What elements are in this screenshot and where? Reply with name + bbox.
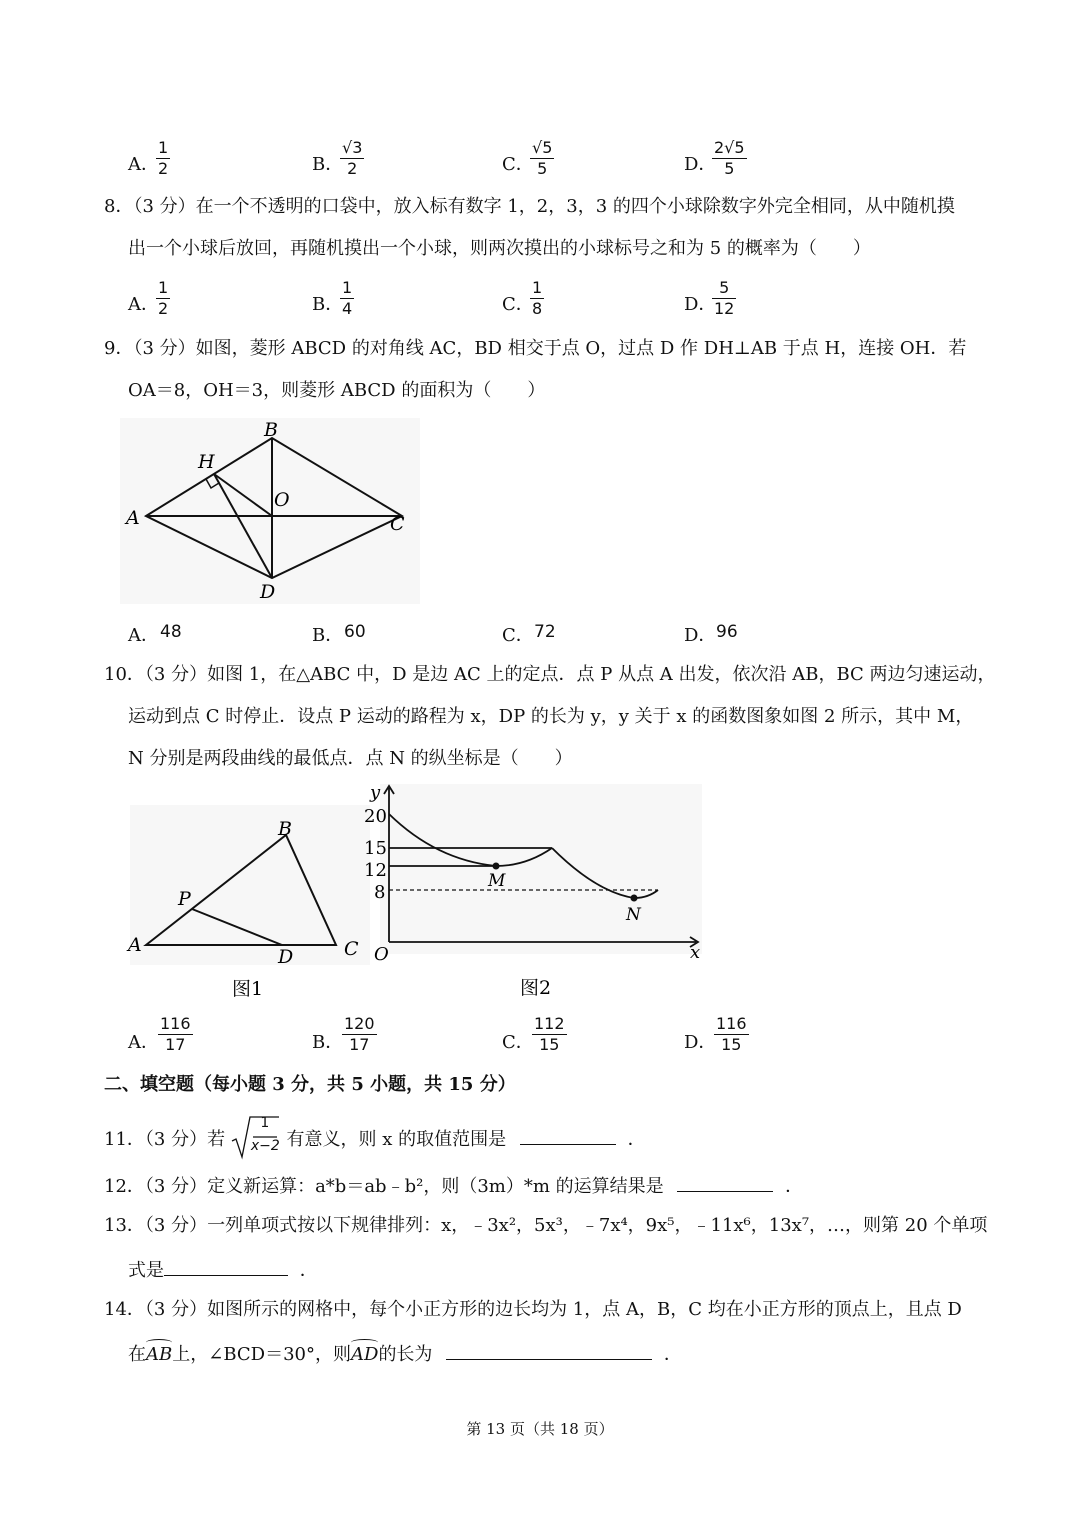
numerator: 1 bbox=[532, 278, 543, 297]
option-label: C． bbox=[502, 625, 534, 646]
figure-background bbox=[380, 784, 702, 954]
q13-line2 bbox=[128, 1257, 318, 1282]
q14-answer-blank[interactable] bbox=[446, 1341, 652, 1360]
denominator: 15 bbox=[714, 1034, 749, 1055]
arc-ab-label: AB bbox=[146, 1344, 173, 1365]
q14-text-c: 的长为 bbox=[378, 1344, 433, 1365]
label-n: N bbox=[626, 905, 641, 925]
label-b: B bbox=[264, 419, 278, 441]
denominator: 5 bbox=[530, 158, 554, 179]
fraction bbox=[342, 1014, 377, 1055]
q14-line2 bbox=[128, 1341, 682, 1366]
label-o: O bbox=[274, 489, 290, 511]
fraction bbox=[712, 138, 747, 179]
option-label: A． bbox=[128, 1032, 159, 1053]
q11-suffix: 有意义，则 x 的取值范围是 bbox=[286, 1129, 507, 1150]
option-label: C． bbox=[502, 294, 534, 315]
q9-option-a bbox=[128, 621, 182, 647]
tick-label-20: 20 bbox=[364, 806, 387, 827]
x-axis-label: x bbox=[690, 942, 701, 963]
q8-stem-line2: 出一个小球后放回，再随机摸出一个小球，则两次摸出的小球标号之和为 5 的概率为（ ） bbox=[128, 238, 871, 259]
label-d: D bbox=[260, 581, 276, 603]
denominator: 15 bbox=[532, 1034, 567, 1055]
y-axis-label: y bbox=[370, 782, 381, 803]
denominator: 5 bbox=[712, 158, 747, 179]
numerator: 120 bbox=[344, 1014, 375, 1033]
label-d: D bbox=[278, 946, 294, 968]
arc-ab bbox=[146, 1344, 172, 1366]
label-c: C bbox=[390, 513, 405, 535]
numerator: 5 bbox=[719, 278, 730, 297]
label-a: A bbox=[126, 507, 140, 529]
origin-label: O bbox=[374, 944, 389, 965]
denominator: 17 bbox=[342, 1034, 377, 1055]
option-value: 48 bbox=[160, 622, 182, 642]
fraction bbox=[340, 138, 364, 179]
label-a: A bbox=[128, 934, 142, 956]
q13-end: ． bbox=[299, 1260, 318, 1281]
numerator: 1 bbox=[158, 278, 169, 297]
fraction bbox=[158, 1014, 193, 1055]
q9-stem-line2: OA＝8，OH＝3，则菱形 ABCD 的面积为（ ） bbox=[128, 380, 546, 401]
q9-option-b bbox=[312, 621, 366, 647]
q9-option-d bbox=[684, 621, 738, 647]
label-p: P bbox=[178, 888, 191, 910]
q11-radical bbox=[231, 1115, 281, 1154]
q10-figure-1 bbox=[120, 805, 380, 1005]
label-h: H bbox=[198, 451, 215, 473]
option-label: D． bbox=[684, 1032, 717, 1053]
tick-label-15: 15 bbox=[364, 838, 387, 859]
option-label: A． bbox=[128, 154, 159, 175]
numerator: 116 bbox=[160, 1014, 191, 1033]
fraction bbox=[156, 278, 170, 319]
q12-answer-blank[interactable] bbox=[677, 1173, 773, 1192]
option-label: B． bbox=[312, 1032, 344, 1053]
denominator: 8 bbox=[532, 299, 543, 318]
option-label: A． bbox=[128, 294, 159, 315]
option-value: 60 bbox=[344, 622, 366, 642]
fraction bbox=[156, 138, 170, 179]
numerator: √3 bbox=[342, 138, 363, 157]
figure-1-caption: 图1 bbox=[232, 978, 264, 1000]
q14-text-a: 在 bbox=[128, 1344, 146, 1365]
radicand-numerator: 1 bbox=[260, 1115, 270, 1131]
fraction bbox=[530, 138, 554, 179]
q9-rhombus-figure bbox=[120, 418, 420, 604]
numerator: √5 bbox=[532, 138, 553, 157]
q12-question bbox=[104, 1173, 803, 1198]
option-label: D． bbox=[684, 625, 717, 646]
arc-ad-label: AD bbox=[351, 1344, 379, 1365]
fraction bbox=[712, 278, 736, 319]
label-c: C bbox=[344, 938, 359, 960]
numerator: 116 bbox=[716, 1014, 747, 1033]
fraction bbox=[530, 278, 544, 319]
q13-text: 式是 bbox=[128, 1260, 164, 1281]
option-label: B． bbox=[312, 625, 344, 646]
point-m bbox=[493, 863, 500, 870]
q14-end: ． bbox=[663, 1344, 682, 1365]
option-label: A． bbox=[128, 625, 159, 646]
numerator: 1 bbox=[342, 278, 353, 297]
denominator: 2 bbox=[158, 159, 169, 178]
option-label: B． bbox=[312, 294, 344, 315]
label-b: B bbox=[278, 818, 292, 840]
arc-mark-icon bbox=[146, 1339, 172, 1346]
point-n bbox=[631, 895, 638, 902]
option-value: 72 bbox=[534, 622, 556, 642]
q10-figure-2-graph bbox=[356, 780, 716, 1005]
denominator: 4 bbox=[342, 299, 353, 318]
q14-stem-line1: 14．（3 分）如图所示的网格中，每个小正方形的边长均为 1，点 A，B，C 均在小正方形的顶点上，且点 D bbox=[104, 1299, 962, 1320]
option-label: D． bbox=[684, 294, 717, 315]
q8-stem-line1: 8．（3 分）在一个不透明的口袋中，放入标有数字 1，2，3，3 的四个小球除数字外完全相同，从中随机摸 bbox=[104, 196, 955, 217]
q10-stem-line3: N 分别是两段曲线的最低点．点 N 的纵坐标是（ ） bbox=[128, 748, 573, 769]
denominator: 2 bbox=[158, 299, 169, 318]
fraction bbox=[340, 278, 354, 319]
arc-ad bbox=[351, 1344, 378, 1366]
numerator: 1 bbox=[158, 138, 169, 157]
numerator: 2√5 bbox=[714, 138, 745, 157]
tick-label-12: 12 bbox=[364, 860, 387, 881]
q11-end: ． bbox=[627, 1129, 646, 1150]
q13-answer-blank[interactable] bbox=[164, 1257, 288, 1276]
option-label: B． bbox=[312, 154, 344, 175]
q11-question bbox=[104, 1115, 646, 1154]
page-footer: 第 13 页（共 18 页） bbox=[466, 1420, 614, 1438]
q11-prefix: 11．（3 分）若 bbox=[104, 1129, 226, 1150]
option-label: C． bbox=[502, 1032, 534, 1053]
figure-2-caption: 图2 bbox=[520, 977, 552, 999]
option-label: C． bbox=[502, 154, 534, 175]
q14-text-b: 上，∠BCD＝30°，则 bbox=[172, 1344, 351, 1365]
q13-stem-line1: 13．（3 分）一列单项式按以下规律排列：x，﹣3x²，5x³，﹣7x⁴，9x⁵，﹣11x⁶，13x⁷，…，则第 20 个单项 bbox=[104, 1215, 988, 1236]
option-label: D． bbox=[684, 154, 717, 175]
denominator: 17 bbox=[158, 1034, 193, 1055]
q9-stem-line1: 9．（3 分）如图，菱形 ABCD 的对角线 AC，BD 相交于点 O，过点 D 作 DH⊥AB 于点 H，连接 OH．若 bbox=[104, 338, 967, 359]
numerator: 112 bbox=[534, 1014, 565, 1033]
section-2-heading: 二、填空题（每小题 3 分，共 5 小题，共 15 分） bbox=[104, 1074, 516, 1095]
q12-text: 12．（3 分）定义新运算：a*b＝ab﹣b²，则（3m）*m 的运算结果是 bbox=[104, 1176, 664, 1197]
denominator: 12 bbox=[714, 299, 735, 318]
fraction bbox=[714, 1014, 749, 1055]
option-value: 96 bbox=[716, 622, 738, 642]
q12-end: ． bbox=[785, 1176, 804, 1197]
q10-stem-line1: 10．（3 分）如图 1，在△ABC 中，D 是边 AC 上的定点．点 P 从点 A 出发，依次沿 AB，BC 两边匀速运动， bbox=[104, 664, 996, 685]
arc-mark-icon bbox=[351, 1339, 378, 1346]
fraction bbox=[532, 1014, 567, 1055]
q10-stem-line2: 运动到点 C 时停止．设点 P 运动的路程为 x，DP 的长为 y，y 关于 x 的函数图象如图 2 所示，其中 M， bbox=[128, 706, 974, 727]
tick-label-8: 8 bbox=[374, 882, 386, 903]
q11-answer-blank[interactable] bbox=[520, 1126, 616, 1145]
radicand-denominator: x−2 bbox=[250, 1138, 280, 1154]
q9-option-c bbox=[502, 621, 556, 647]
denominator: 2 bbox=[340, 158, 364, 179]
label-m: M bbox=[488, 871, 506, 891]
